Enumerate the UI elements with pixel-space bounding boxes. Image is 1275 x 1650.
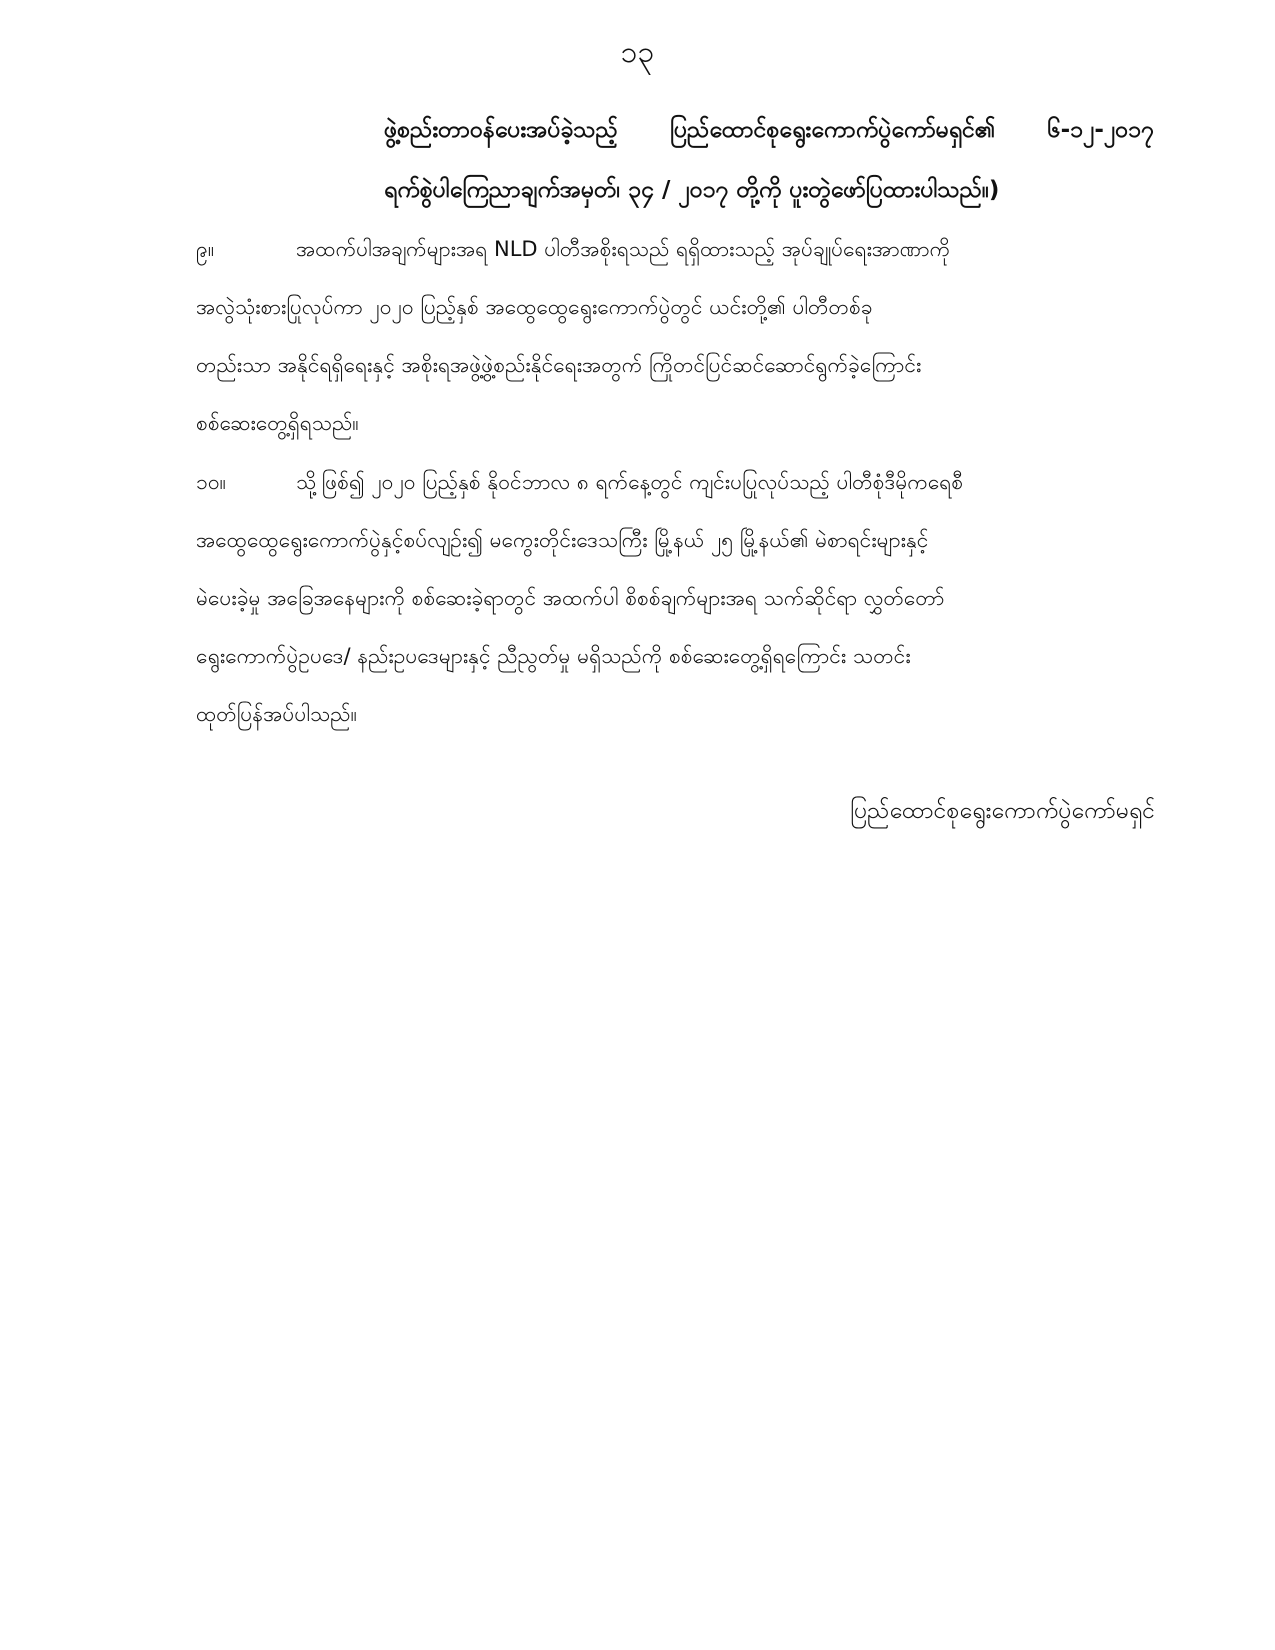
- paragraph-line: ၁၀။ သို့ဖြစ်၍ ၂၀၂၀ ပြည့်နှစ် နိုဝင်ဘာလ ၈ ရက်နေ့တွင် ကျင်းပပြုလုပ်သည့် ပါတီစုံဒီမိုကရေစီ: [196, 453, 1154, 511]
- signature: ပြည်ထောင်စုရွေးကောက်ပွဲကော်မရှင်: [850, 798, 1155, 824]
- heading-line-1: [384, 100, 1154, 160]
- page-number: ၁၃: [620, 35, 655, 70]
- paragraph-10: [196, 453, 1154, 743]
- heading-line-2: ရက်စွဲပါကြေညာချက်အမှတ်၊ ၃၄ / ၂၀၁၇ တို့ကို ပူးတွဲဖော်ပြထားပါသည်။): [384, 177, 1000, 203]
- paragraph-line: ထုတ်ပြန်အပ်ပါသည်။: [196, 702, 357, 726]
- heading: [384, 100, 1154, 220]
- paragraph-9: [196, 220, 1154, 452]
- paragraph-line: [196, 220, 1154, 278]
- heading-part: ဖွဲ့စည်းတာဝန်ပေးအပ်ခဲ့သည့်: [384, 117, 618, 143]
- paragraph-line: မဲပေးခဲ့မှု အခြေအနေများကို စစ်ဆေးခဲ့ရာတွင် အထက်ပါ စိစစ်ချက်များအရ သက်ဆိုင်ရာ လွှတ်တော်: [196, 586, 945, 610]
- paragraph-line: တည်းသာ အနိုင်ရရှိရေးနှင့် အစိုးရအဖွဲ့ဖွဲ့စည်းနိုင်ရေးအတွက် ကြိုတင်ပြင်ဆင်ဆောင်ရွက်ခဲ့ကြောင်း: [196, 353, 922, 377]
- heading-part: ပြည်ထောင်စုရွေးကောက်ပွဲကော်မရှင်၏: [670, 117, 996, 143]
- heading-part: ၆-၁၂-၂၀၁၇: [1047, 117, 1154, 143]
- paragraph-line: အထွေထွေရွေးကောက်ပွဲနှင့်စပ်လျဉ်း၍ မကွေးတိုင်းဒေသကြီး မြို့နယ် ၂၅ မြို့နယ်၏ မဲစာရင်းများနှင့်: [196, 528, 929, 552]
- paragraph-line: အလွဲသုံးစားပြုလုပ်ကာ ၂၀၂၀ ပြည့်နှစ် အထွေထွေရွေးကောက်ပွဲတွင် ယင်းတို့၏ ပါတီတစ်ခု: [196, 295, 873, 319]
- paragraph-number: ၁၀။: [196, 470, 226, 494]
- paragraph-line: စစ်ဆေးတွေ့ရှိရသည်။: [196, 411, 359, 435]
- paragraph-line: ရွေးကောက်ပွဲဥပဒေ/ နည်းဥပဒေများနှင့် ညီညွတ်မှု မရှိသည်ကို စစ်ဆေးတွေ့ရှိရကြောင်း သတင်း: [196, 644, 911, 668]
- paragraph-number: ၉။ အထက်ပါအချက်များအရ NLD ပါတီအစိုးရသည် ရရှိထားသည့် အုပ်ချုပ်ရေးအာဏာကို: [196, 237, 951, 261]
